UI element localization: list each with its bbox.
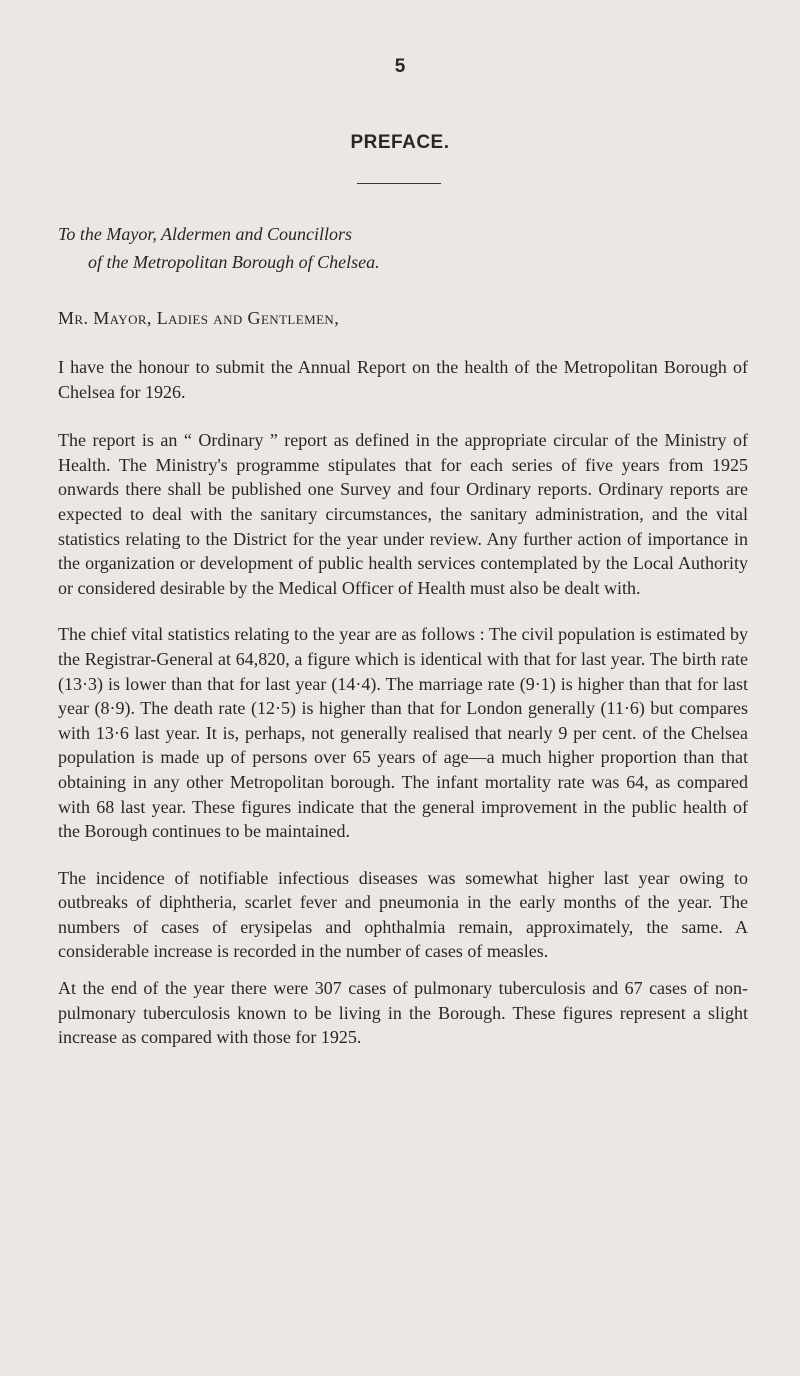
address-block — [58, 220, 758, 276]
address-line-1: To the Mayor, Aldermen and Councillors — [58, 224, 353, 244]
paragraph-report-submission: I have the honour to submit the Annual Report on the health of the Metropolitan Borough of Chelsea for 1926. — [58, 357, 748, 402]
address-line-2: of the Metropolitan Borough of Chelsea. — [88, 252, 380, 272]
title-divider — [357, 183, 441, 184]
paragraph-ordinary-report: The report is an “ Ordinary ” report as defined in the appropriate circular of the Ministry of Health. The Ministry's programme stipulates that for each series of five years from 1925 onwards there shall be published one Survey and four Ordinary reports. Ordinary reports are expected to deal with the sanitary circumstances, the sanitary administration, and the vital statistics relating to the District for the year under review. Any further action of importance in the organization or development of public health services contemplated by the Local Authority or considered desirable by the Medical Officer of Health must also be dealt with. — [58, 430, 748, 598]
page-title: PREFACE. — [350, 132, 450, 153]
paragraph-tuberculosis: At the end of the year there were 307 cases of pulmonary tuberculosis and 67 cases of non-pulmonary tuberculosis known to be living in the Borough. These figures represent a slight increase as compared with those for 1925. — [58, 978, 748, 1048]
paragraph-vital-statistics: The chief vital statistics relating to the year are as follows : The civil population is estimated by the Registrar-General at 64,820, a figure which is identical with that for last year. The birth rate (13·3) is lower than that for last year (14·4). The marriage rate (9·1) is higher than that for last year (8·9). The death rate (12·5) is higher than that for London generally (11·6) but compares with 13·6 last year. It is, perhaps, not generally realised that nearly 9 per cent. of the Chelsea population is made up of persons over 65 years of age—a much higher proportion than that obtaining in any other Metropolitan borough. The infant mortality rate was 64, as compared with 68 last year. These figures indicate that the general improvement in the public health of the Borough continues to be maintained. — [58, 624, 748, 842]
page-number: 5 — [394, 56, 406, 77]
body-text — [58, 355, 748, 1050]
salutation: Mr. Mayor, Ladies and Gentlemen, — [58, 308, 340, 328]
paragraph-infectious-diseases: The incidence of notifiable infectious diseases was somewhat higher last year owing to outbreaks of diphtheria, scarlet fever and pneumonia in the early months of the year. The numbers of cases of erysipelas and ophthalmia remain, approximately, the same. A considerable increase is recorded in the number of cases of measles. — [58, 867, 748, 962]
